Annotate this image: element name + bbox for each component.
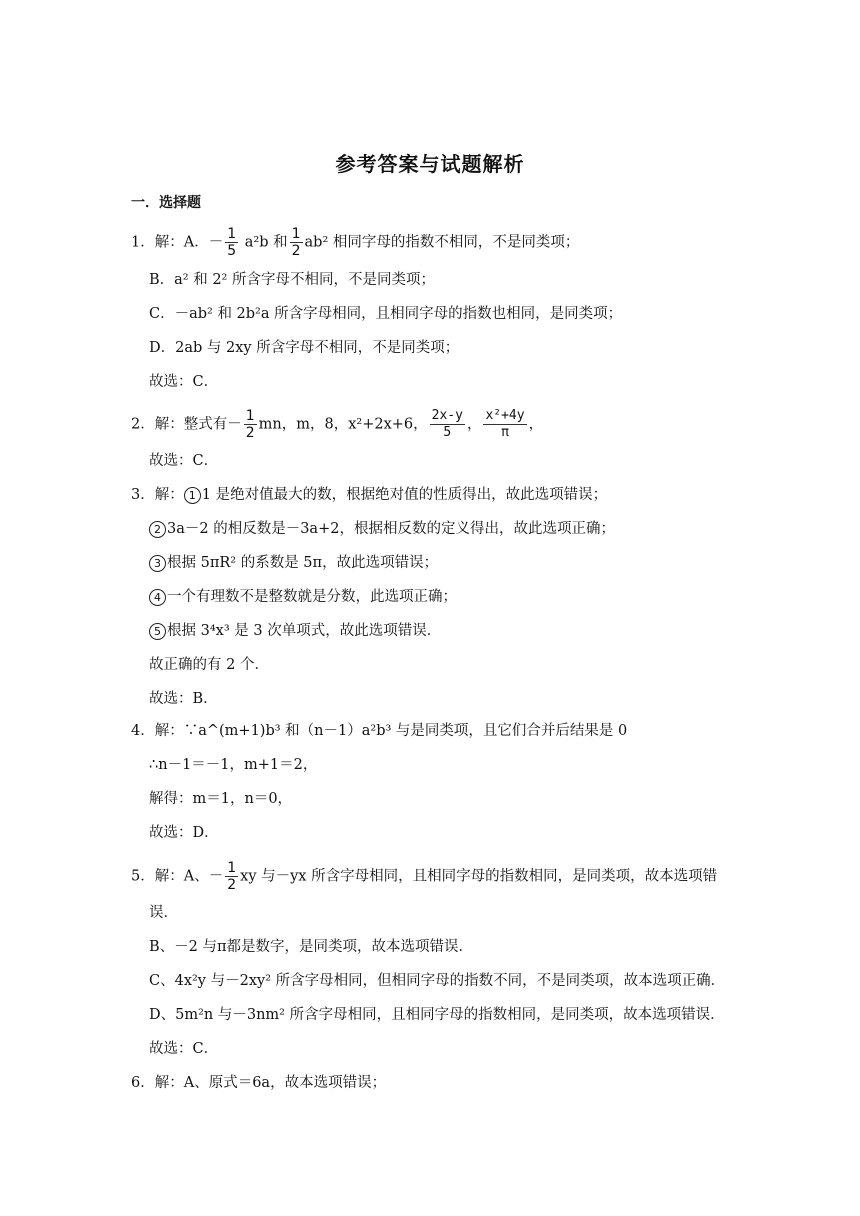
answer-6-line-1 xyxy=(131,1073,386,1093)
circled-number: 4 xyxy=(149,589,166,606)
answer-text: 根据 3⁴x³ 是 3 次单项式，故此选项错误． xyxy=(167,623,442,639)
circled-number: 3 xyxy=(149,555,166,572)
answer-text: 解：A、－ xyxy=(154,868,224,885)
section-heading: 一．选择题 xyxy=(131,195,201,211)
answer-5-line-c: C、4x²y 与－2xy² 所含字母相同，但相同字母的指数不同，不是同类项，故本选项正确． xyxy=(149,973,726,989)
answer-text: 1 是绝对值最大的数，根据绝对值的性质得出，故此选项错误； xyxy=(201,487,608,503)
answer-text: 解：A、原式＝6a，故本选项错误； xyxy=(154,1075,387,1091)
answer-3-line-3 xyxy=(149,553,438,573)
fraction: $\frac{\text{x²+4y}}{\pi}$ xyxy=(485,408,525,440)
answer-3-line-4 xyxy=(149,587,457,607)
fraction: $\frac{2x-y}{5}$ xyxy=(431,408,463,440)
question-number: 5． xyxy=(131,868,155,885)
answer-3-count: 故正确的有 2 个． xyxy=(149,657,269,673)
answer-4-line-2: ∴n－1＝－1，m+1＝2， xyxy=(149,757,318,773)
answer-text: ab² 相同字母的指数不相同，不是同类项； xyxy=(304,234,580,251)
fraction: $\frac{1}{2}$ xyxy=(291,226,301,259)
page-title: 参考答案与试题解析 xyxy=(335,152,525,176)
answer-4-choice: 故选：D． xyxy=(149,825,219,841)
answer-text: 一个有理数不是整数就是分数，此选项正确； xyxy=(167,589,457,605)
circled-number: 5 xyxy=(149,623,166,640)
question-number: 1． xyxy=(131,234,155,251)
answer-text: mn，m，8，x²+2x+6， xyxy=(258,416,428,433)
answer-text: ， xyxy=(528,416,544,433)
fraction: $\frac{1}{5}$ xyxy=(227,226,237,259)
answer-3-choice: 故选：B． xyxy=(149,691,218,707)
answer-1-line-c: C．－ab² 和 2b²a 所含字母相同，且相同字母的指数也相同，是同类项； xyxy=(149,306,623,322)
fraction: $\frac{1}{2}$ xyxy=(245,408,255,441)
answer-5-line-b: B、－2 与π都是数字，是同类项，故本选项错误． xyxy=(149,939,474,955)
answer-1-line-d: D．2ab 与 2xy 所含字母不相同，不是同类项； xyxy=(149,340,460,356)
answer-3-line-2 xyxy=(149,519,615,539)
answer-text: a²b 和 xyxy=(240,234,288,251)
answer-4-line-3: 解得：m＝1，n＝0， xyxy=(149,791,293,807)
answer-2-line xyxy=(131,408,543,441)
answer-1-line-a xyxy=(131,226,579,259)
answer-5-line-a-cont: 误． xyxy=(149,905,178,921)
answer-4-line-1 xyxy=(131,721,627,741)
answer-text: 根据 5πR² 的系数是 5π，故此选项错误； xyxy=(167,555,439,571)
answer-3-line-5 xyxy=(149,621,441,641)
circled-number: 2 xyxy=(149,521,166,538)
separator: ， xyxy=(466,416,482,433)
question-number: 3． xyxy=(131,487,155,503)
fraction: $\frac{1}{2}$ xyxy=(227,860,237,893)
question-number: 4． xyxy=(131,723,155,739)
answer-1-line-b: B．a² 和 2² 所含字母不相同，不是同类项； xyxy=(149,272,435,288)
answer-text: 解：整式有－ xyxy=(154,416,242,433)
answer-text: 解： xyxy=(154,487,184,503)
question-number: 2． xyxy=(131,416,155,433)
answer-3-line-1 xyxy=(131,485,607,505)
answer-text: 解：∵a^(m+1)b³ 和（n－1）a²b³ 与是同类项，且它们合并后结果是 0 xyxy=(154,723,628,739)
answer-5-line-d: D、5m²n 与－3nm² 所含字母相同，且相同字母的指数相同，是同类项，故本选项错误． xyxy=(149,1007,725,1023)
circled-number: 1 xyxy=(184,487,201,504)
answer-text: 3a－2 的相反数是－3a+2，根据相反数的定义得出，故此选项正确； xyxy=(167,521,615,537)
answer-5-line-a xyxy=(131,860,717,893)
answer-5-choice: 故选：C． xyxy=(149,1041,219,1057)
answer-1-choice: 故选：C． xyxy=(149,374,219,390)
question-number: 6． xyxy=(131,1075,155,1091)
answer-text: 解：A．－ xyxy=(154,234,224,251)
answer-2-choice: 故选：C． xyxy=(149,453,219,469)
answer-text: xy 与－yx 所含字母相同，且相同字母的指数相同，是同类项，故本选项错 xyxy=(240,868,718,885)
